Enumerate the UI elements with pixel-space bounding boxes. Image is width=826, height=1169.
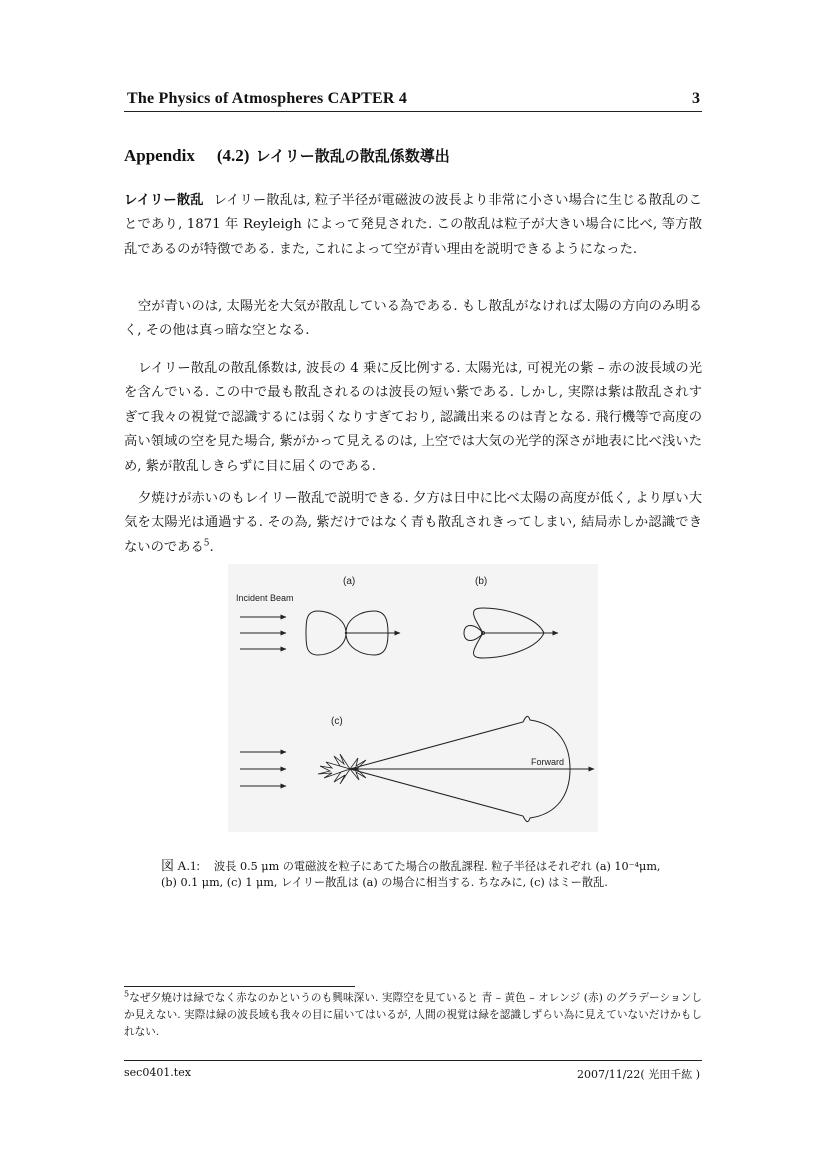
figure-caption-text: 波長 0.5 μm の電磁波を粒子にあてた場合の散乱課程. 粒子半径はそれぞれ (a) 10⁻⁴μm, (b) 0.1 μm, (c) 1 μm, レイリー散乱は (a) の場合に相当する. ちなみに, (c) はミー散乱. — [161, 860, 661, 889]
footnote-rule — [124, 986, 355, 987]
footnote-mark: 5 — [124, 989, 130, 999]
footnote-reference[interactable]: 5 — [203, 538, 210, 549]
section-number: (4.2) — [216, 146, 250, 165]
paragraph-end: . — [209, 539, 214, 555]
paragraph-scattering-coefficient: レイリー散乱の散乱係数は, 波長の 4 乗に反比例する. 太陽光は, 可視光の紫 – 赤の波長域の光を含んでいる. この中で最も散乱されるのは波長の短い紫である. しかし, 実際は紫は散乱されすぎて我々の視覚で認識するには弱くなりすぎており, 認識出来るのは青となる. 飛行機等で高度の高い領域の空を見た場合, 紫がかって見えるのは, 上空では大気の光学的深さが地表に比べ浅いため, 紫が散乱しきらずに目に届くのである. — [124, 361, 702, 474]
figure-label: 図 A.1: — [161, 858, 201, 873]
section-title: レイリー散乱の散乱係数導出 — [255, 147, 450, 165]
panel-label-a: (a) — [343, 576, 356, 587]
running-header-title: The Physics of Atmospheres CAPTER 4 — [127, 90, 408, 107]
paragraph-text: レイリー散乱は, 粒子半径が電磁波の波長より非常に小さい場合に生じる散乱のことであり, 1871 年 Reyleigh によって発見された. この散乱は粒子が大きい場合に比べ, 等方散乱であるのが特徴である. また, これによって空が青い理由を説明できるようになった. — [124, 193, 702, 257]
footnote — [124, 990, 702, 1041]
footnote-text: なぜ夕焼けは緑でなく赤なのかというのも興味深い. 実際空を見ていると 青 – 黄色 – オレンジ (赤) のグラデーションしか見えない. 実際は緑の波長域も我々の目に届いてはいるが, 人間の視覚は緑を認識しずらい為に見えていないだけかもしれない. — [124, 992, 702, 1038]
header-rule — [124, 111, 702, 112]
incident-beam-label: Incident Beam — [236, 593, 294, 603]
paragraph-blue-sky: 空が青いのは, 太陽光を大気が散乱している為である. もし散乱がなければ太陽の方向のみ明るく, その他は真っ暗な空となる. — [124, 299, 702, 339]
figure-background — [228, 564, 598, 832]
paragraph-text: 夕焼けが赤いのもレイリー散乱で説明できる. 夕方は日中に比べ太陽の高度が低く, より厚い大気を太陽光は通過する. その為, 紫だけではなく青も散乱されきってしまい, 結局赤しか認識できないのである — [124, 491, 702, 555]
paragraph-rayleigh-definition — [124, 189, 702, 262]
panel-label-c: (c) — [331, 716, 343, 727]
figure-caption — [161, 858, 671, 890]
scattering-diagram — [228, 564, 598, 832]
footer-date-author: 2007/11/22( 光田千紘 ) — [577, 1068, 700, 1081]
footer-filename: sec0401.tex — [124, 1066, 191, 1079]
paragraph-sunset — [124, 487, 702, 560]
scattering-pattern-figure — [228, 564, 598, 832]
paragraph-runin-heading: レイリー散乱 — [124, 193, 204, 208]
section-label: Appendix — [124, 146, 195, 165]
panel-label-b: (b) — [475, 576, 488, 587]
section-heading — [124, 145, 450, 166]
forward-label: Forward — [531, 757, 565, 767]
page-number: 3 — [692, 90, 700, 107]
footer-rule — [124, 1060, 702, 1061]
